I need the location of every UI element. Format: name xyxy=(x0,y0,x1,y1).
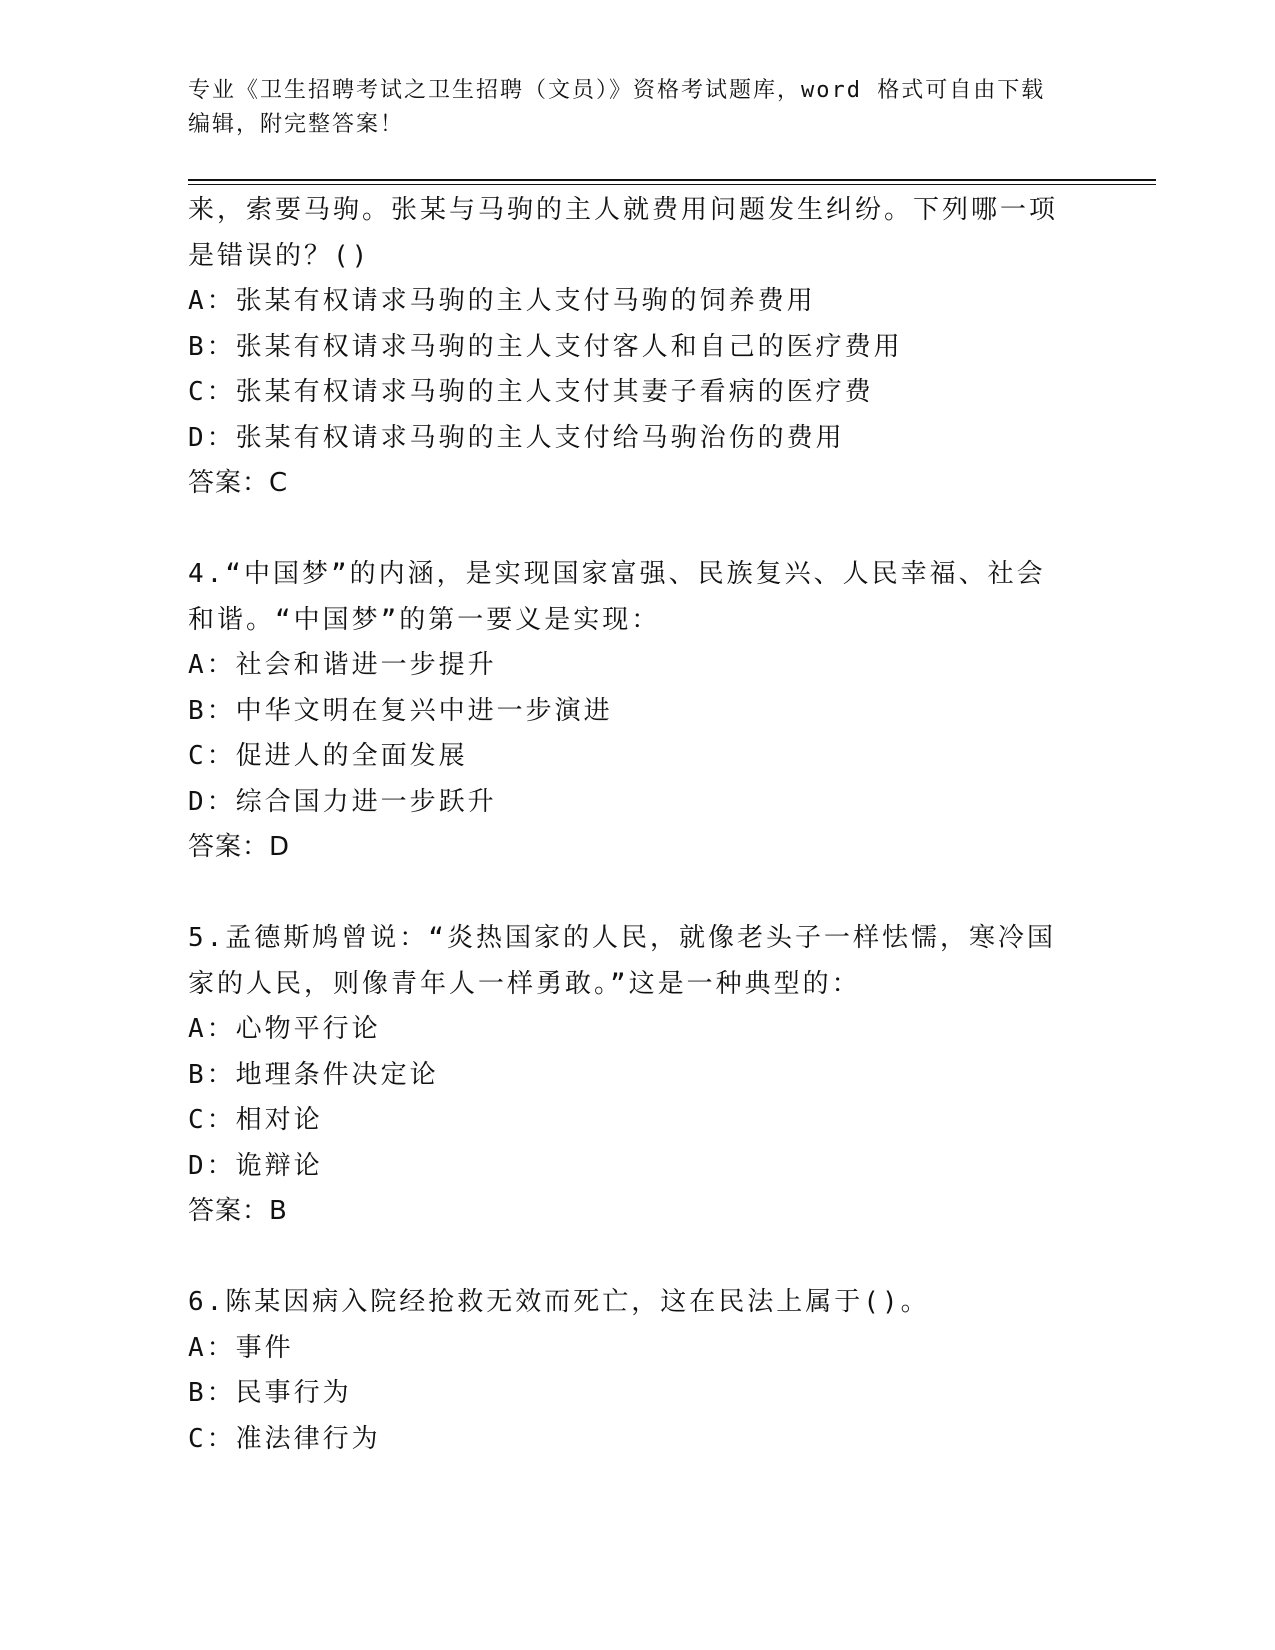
question-5 xyxy=(188,916,1088,1235)
option-d: D：张某有权请求马驹的主人支付给马驹治伤的费用 xyxy=(188,422,845,453)
option-d: D：诡辩论 xyxy=(188,1150,323,1181)
option-b: B：地理条件决定论 xyxy=(188,1059,439,1090)
option-b: B：张某有权请求马驹的主人支付客人和自己的医疗费用 xyxy=(188,331,903,362)
question-spacer xyxy=(188,1235,1088,1281)
question-stem-line: 5.孟德斯鸠曾说：“炎热国家的人民，就像老头子一样怯懦，寒冷国 xyxy=(188,923,1056,953)
question-spacer xyxy=(188,507,1088,553)
answer-line: 答案：B xyxy=(188,1196,288,1226)
option-a: A：社会和谐进一步提升 xyxy=(188,650,497,680)
option-b: B：民事行为 xyxy=(188,1378,352,1408)
question-stem-line: 来，索要马驹。张某与马驹的主人就费用问题发生纠纷。下列哪一项 xyxy=(188,195,1059,225)
option-c: C：准法律行为 xyxy=(188,1423,381,1454)
question-spacer xyxy=(188,871,1088,917)
header-line-1: 专业《卫生招聘考试之卫生招聘（文员）》资格考试题库，word 格式可自由下载 xyxy=(188,78,1046,103)
option-c: C：促进人的全面发展 xyxy=(188,741,468,771)
question-list xyxy=(188,188,1088,1462)
header-rule-thin xyxy=(188,184,1156,185)
question-stem-line: 家的人民，则像青年人一样勇敢。”这是一种典型的： xyxy=(188,968,861,999)
question-stem-line: 是错误的？() xyxy=(188,240,371,271)
document-header xyxy=(188,74,1068,142)
option-a: A：心物平行论 xyxy=(188,1014,381,1044)
option-d: D：综合国力进一步跃升 xyxy=(188,786,497,817)
header-rule-thick xyxy=(188,179,1156,181)
question-3 xyxy=(188,188,1088,507)
question-4 xyxy=(188,552,1088,871)
option-c: C：张某有权请求马驹的主人支付其妻子看病的医疗费 xyxy=(188,377,874,407)
question-stem-line: 4.“中国梦”的内涵，是实现国家富强、民族复兴、人民幸福、社会 xyxy=(188,559,1046,589)
answer-line: 答案：D xyxy=(188,832,291,862)
option-b: B：中华文明在复兴中进一步演进 xyxy=(188,695,613,726)
answer-line: 答案：C xyxy=(188,468,289,498)
option-c: C：相对论 xyxy=(188,1105,323,1135)
option-a: A：事件 xyxy=(188,1332,294,1363)
option-a: A：张某有权请求马驹的主人支付马驹的饲养费用 xyxy=(188,286,816,316)
question-stem-line: 6.陈某因病入院经抢救无效而死亡，这在民法上属于()。 xyxy=(188,1287,930,1317)
header-line-2: 编辑，附完整答案！ xyxy=(188,112,405,137)
question-6 xyxy=(188,1280,1088,1462)
question-stem-line: 和谐。“中国梦”的第一要义是实现： xyxy=(188,604,661,635)
